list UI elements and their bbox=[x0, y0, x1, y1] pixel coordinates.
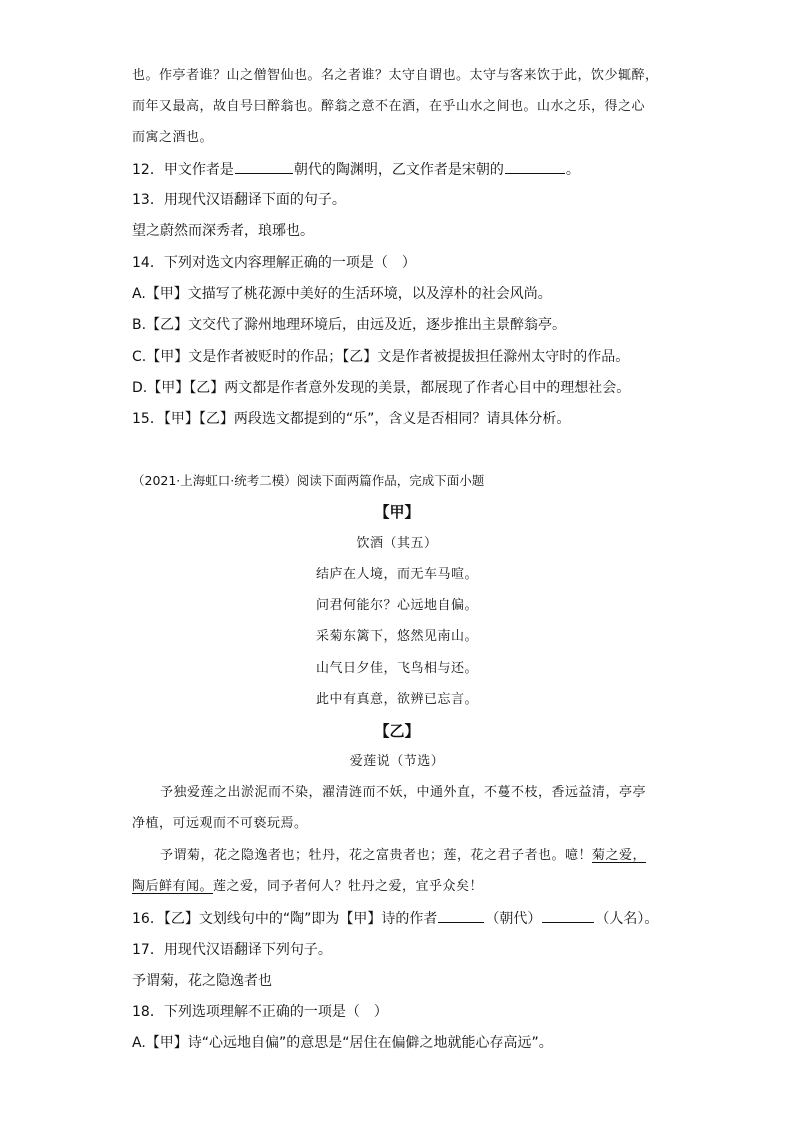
answer-blank[interactable] bbox=[438, 909, 484, 923]
q16-text-c: （人名）。 bbox=[595, 911, 659, 927]
question-12 bbox=[132, 160, 580, 179]
poem-line: 此中有真意，欲辨已忘言。 bbox=[315, 692, 478, 707]
question-14-option-c: C.【甲】文是作者被贬时的作品；【乙】文是作者被提拔担任滁州太守时的作品。 bbox=[132, 349, 630, 365]
question-18-option-a: A.【甲】诗“心远地自偏”的意思是“居住在偏僻之地就能心存高远”。 bbox=[132, 1035, 553, 1051]
poem-line: 问君何能尔？心远地自偏。 bbox=[315, 598, 478, 613]
yi-label: 【乙】 bbox=[374, 722, 420, 740]
question-14-stem: 14．下列对选文内容理解正确的一项是（ ） bbox=[132, 255, 416, 271]
question-13-sentence: 望之蔚然而深秀者，琅琊也。 bbox=[132, 223, 314, 239]
poem-title: 饮酒（其五） bbox=[356, 536, 438, 551]
underlined-sentence: 菊之爱， bbox=[592, 848, 647, 863]
q12-text-a: 12．甲文作者是 bbox=[132, 162, 234, 178]
section-source: （2021·上海虹口·统考二模）阅读下面两篇作品，完成下面小题 bbox=[132, 473, 485, 488]
jia-label: 【甲】 bbox=[374, 503, 420, 521]
q12-text-c: 。 bbox=[565, 162, 580, 178]
q16-text-b: （朝代） bbox=[485, 911, 542, 927]
passage-line: 也。作亭者谁？山之僧智仙也。名之者谁？太守自谓也。太守与客来饮于此，饮少辄醉， bbox=[132, 68, 659, 83]
question-16 bbox=[132, 909, 658, 928]
q16-text-a: 16．【乙】文划线句中的“陶”即为【甲】诗的作者 bbox=[132, 911, 438, 927]
answer-blank[interactable] bbox=[235, 160, 293, 174]
question-15-stem: 15．【甲】【乙】两段选文都提到的“乐”，含义是否相同？请具体分析。 bbox=[132, 411, 571, 427]
question-13-stem: 13．用现代汉语翻译下面的句子。 bbox=[132, 192, 346, 208]
q12-text-b: 朝代的陶渊明，乙文作者是宋朝的 bbox=[293, 162, 504, 178]
passage-line: 而年又最高，故自号曰醉翁也。醉翁之意不在酒，在乎山水之间也。山水之乐，得之心 bbox=[132, 99, 646, 114]
essay-line bbox=[160, 847, 646, 865]
essay-text: 予谓菊，花之隐逸者也；牡丹，花之富贵者也；莲，花之君子者也。噫！ bbox=[160, 848, 593, 863]
essay-line bbox=[132, 878, 483, 896]
underlined-sentence: 陶后鲜有闻。 bbox=[132, 879, 214, 894]
question-17-sentence: 予谓菊，花之隐逸者也 bbox=[132, 973, 272, 989]
question-14-option-a: A.【甲】文描写了桃花源中美好的生活环境，以及淳朴的社会风尚。 bbox=[132, 286, 552, 302]
question-14-option-d: D.【甲】【乙】两文都是作者意外发现的美景，都展现了作者心目中的理想社会。 bbox=[132, 380, 631, 396]
poem-line: 采菊东篱下，悠然见南山。 bbox=[315, 629, 478, 644]
essay-title: 爱莲说（节选） bbox=[349, 754, 445, 769]
poem-line: 山气日夕佳，飞鸟相与还。 bbox=[315, 661, 478, 676]
essay-line: 净植，可远观而不可亵玩焉。 bbox=[132, 816, 308, 831]
question-17-stem: 17．用现代汉语翻译下列句子。 bbox=[132, 942, 332, 958]
question-14-option-b: B.【乙】文交代了滁州地理环境后，由远及近，逐步推出主景醉翁亭。 bbox=[132, 317, 567, 333]
essay-line: 予独爱莲之出淤泥而不染，濯清涟而不妖，中通外直，不蔓不枝，香远益清，亭亭 bbox=[160, 785, 647, 800]
poem-line: 结庐在人境，而无车马喧。 bbox=[315, 567, 478, 582]
answer-blank[interactable] bbox=[542, 909, 594, 923]
passage-line: 而寓之酒也。 bbox=[132, 130, 214, 145]
answer-blank[interactable] bbox=[505, 160, 565, 174]
question-18-stem: 18．下列选项理解不正确的一项是（ ） bbox=[132, 1004, 388, 1020]
essay-text: 莲之爱，同予者何人？牡丹之爱，宜乎众矣！ bbox=[213, 879, 484, 894]
